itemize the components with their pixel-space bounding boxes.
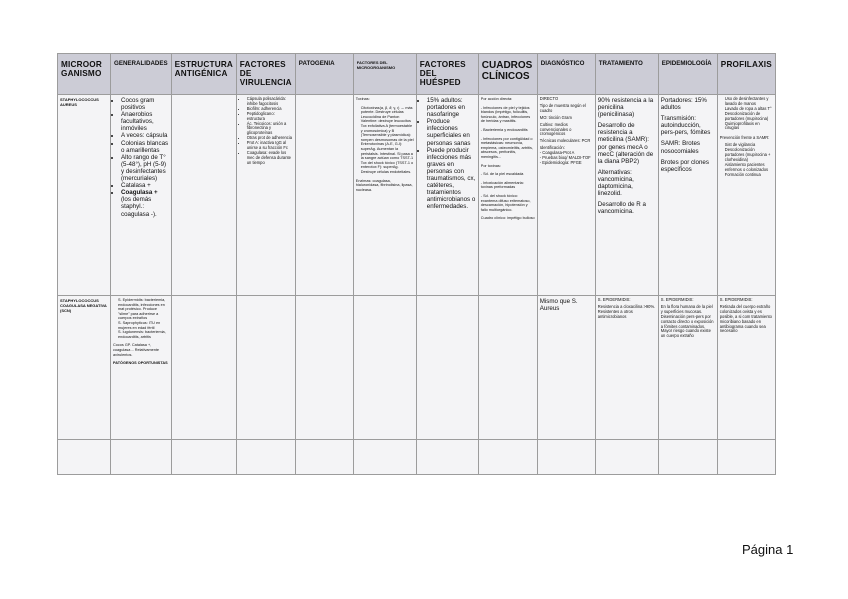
epidemiologia-line: SAMR: Brotes nosocomiales — [660, 140, 700, 155]
clinicos-line: Por toxinas: — [480, 163, 501, 168]
summary-table — [57, 53, 776, 475]
diagnostico-line: Identificación: - Coagulasa-Prot A - Pruebas bioq/ MALDI-TOF - Epidemiología: PFGE — [539, 145, 591, 165]
list-item: • S. lugdunensis: bacteriemia, endocarditis, artritis — [118, 330, 169, 339]
header-text: FACTORES DEL HUÉSPED — [419, 60, 466, 87]
header-epidemiologia — [658, 54, 717, 95]
list-item: • Enterotoxinas (A-E, G-I): superAg. Aumentan la peristalsis. Intestinal. Si pasa a la sangre actúan como TSST-1 — [361, 142, 414, 160]
header-diagnostico — [537, 54, 595, 95]
epidemiologia-line: En la flora humana de la piel y superficies mucosas. Diseminación pers-pers por contacto directo o exposición a fómites contaminados. Mayor riesgo cuando existe un cuerpo extraño — [660, 303, 714, 339]
tratamiento-line: Resistencia a cloxacilina >90%. Resistentes a otros antimicrobianos — [597, 303, 656, 319]
header-factores-virulencia — [236, 54, 295, 95]
header-text: CUADROS CLÍNICOS — [481, 60, 533, 82]
list-item: • Quimioprofilaxis en cirugías — [725, 122, 773, 132]
list-item: • Coagulasa: evade los mec de defensa durante un tiempo — [247, 151, 293, 166]
list-item: • Cocos gram positivos — [121, 97, 169, 111]
header-estructura-antigenica — [171, 54, 236, 95]
clinicos-line: - Sd. de la piel escaldada — [480, 172, 524, 177]
cell-empty — [416, 440, 478, 475]
epidemiologia-line: Transmisión: autoinducción, pers-pers, fómites — [660, 115, 711, 137]
cell-tratamiento — [595, 95, 658, 296]
list-item: • Cápsula polisacárida: inhibe fagocitosis — [247, 97, 293, 107]
header-factores-huesped — [416, 54, 478, 95]
diagnostico-line: Técnicas moleculares: PCR — [539, 138, 591, 144]
tratamiento-line: 90% resistencia a la penicilina (penicilinasa) — [597, 97, 654, 119]
list-item: • Uso de desinfectantes y lavado de manos — [725, 97, 773, 107]
header-tratamiento — [595, 54, 658, 95]
cell-factores-virulencia — [236, 95, 295, 296]
header-text: PROFILAXIS — [720, 60, 772, 69]
cell-cuadros-clinicos — [478, 296, 537, 440]
tratamiento-line: Desarrollo de resistencia a meticilina (SAMR): por genes mecA o mecC (alteración de la diana PBP2) — [597, 122, 654, 165]
cell-empty — [537, 440, 595, 475]
cell-empty — [58, 440, 111, 475]
cell-factores-microorganismo — [353, 296, 416, 440]
clinicos-line: - Sd. del shock tóxico: exantema difuso eritematoso, descamación, hipotensión y fallo multiorgánico. — [480, 193, 531, 212]
list-item: • Leucocidina de Panton Valentine: destruye leucocitos — [361, 115, 414, 124]
cell-tratamiento — [595, 296, 658, 440]
list-item: • Sist de vigilancia — [725, 143, 773, 148]
virulencia-list — [239, 97, 293, 166]
clinicos-line: Por acción directa: — [480, 97, 513, 101]
diagnostico-line: DIRECTO — [539, 96, 559, 101]
list-item: • Prot A: inactiva IgG al unirse a su fracción Fc — [247, 141, 293, 151]
scn-summary: Cocos GP. Catalasa +, coagulasa -. Relativamente avirulentos. — [113, 343, 160, 357]
cell-cuadros-clinicos — [478, 95, 537, 296]
cell-empty — [717, 440, 775, 475]
header-text: EPIDEMIOLOGÍA — [661, 60, 712, 67]
header-text: FACTORES DEL MICROORGANISMO — [356, 60, 396, 70]
list-item: • Catalasa + — [121, 182, 169, 189]
cell-empty — [478, 440, 537, 475]
header-row — [58, 54, 776, 95]
diagnostico-line: Tipo de muestra según el cuadro — [539, 102, 586, 113]
list-item: • Formación continua — [725, 173, 773, 178]
list-item: • Descolonización portadores (mupirocina + clorhexidina) — [725, 148, 773, 163]
list-item: • Tox exfoliativa A (termoestable y cromosómica) y B (Termosensible y plasmídica): rompen desmosomas de la piel — [361, 124, 414, 142]
clinicos-line: - Bacteriemia y endocarditis — [480, 127, 528, 132]
list-item: • Alto rango de T° (5-48°), pH (5-9) y desinfectantes (mercuriales) — [121, 154, 169, 182]
profilaxis-line: Retirada del cuerpo extraño colonizados ovista y es posible, a si com tratamiento micoribiano basado en antibiograma cuando sea necesario — [719, 303, 772, 334]
enzimas-text: Enzimas: coagulasa, hialuronidasa, fibrinolisina, lipasa, nucleasa. — [355, 178, 413, 192]
header-patogenia — [295, 54, 353, 95]
cell-epidemiologia — [658, 95, 717, 296]
clinicos-line: Cuadro clínico: impétigo bulloso — [480, 216, 535, 221]
header-cuadros-clinicos — [478, 54, 537, 95]
header-text: MICROOR GANISMO — [61, 60, 102, 78]
cell-factores-virulencia — [236, 296, 295, 440]
header-text: GENERALIDADES — [114, 60, 168, 67]
header-text: TRATAMIENTO — [598, 60, 643, 67]
list-item: • Citotoxinas(a, β, ∂, γ, ι) → más potente. Destruye células — [361, 106, 414, 115]
header-generalidades — [111, 54, 172, 95]
cell-empty — [171, 440, 236, 475]
row-empty — [58, 440, 776, 475]
row-staphylococcus-aureus — [58, 95, 776, 296]
profilaxis-line: S. EPIDERMIDIS: — [719, 297, 753, 302]
row-label: STAPHYLOCOCCUS COAGULASA NEGATIVA (SCN) — [60, 298, 107, 313]
generalidades-list — [113, 97, 169, 218]
coagulasa-bold: Coagulasa + — [121, 189, 158, 197]
diagnostico-text: Mismo que S. Aureus — [539, 298, 578, 313]
epidemiologia-line: Brotes por clones específicos — [660, 158, 709, 173]
diagnostico-line: MO: tinción Gram — [539, 114, 572, 120]
list-item: • Descolonización de portadores (mupirocina) — [725, 112, 773, 122]
cell-empty — [353, 440, 416, 475]
clinicos-line: - Infecciones de piel y tejidos blandos (impétigo, foliculitis, forúnculo, ántrax, infecciones de heridas y mastitis. — [480, 105, 531, 124]
coagulasa-note: (los demás staphyl.: coagulasa -). — [121, 196, 157, 218]
toxinas-title: Toxinas: — [355, 97, 370, 101]
cell-epidemiologia — [658, 296, 717, 440]
cell-empty — [111, 440, 172, 475]
list-item — [121, 189, 169, 217]
tratamiento-line: Desarrollo de R a vancomicina. — [597, 201, 646, 216]
header-text: PATOGENIA — [298, 60, 335, 67]
list-item: • Anaerobios facultativos, inmóviles — [121, 111, 169, 132]
clinicos-line: - Infecciones por contigüidad o metastásicas: neumonía, empiema, osteomielitis, artritis, abscesos, peritonitis, meningitis... — [480, 136, 533, 159]
list-item: • Ác. Teicoicos: unión a fibronectina y glicoproteínas — [247, 122, 293, 137]
header-profilaxis — [717, 54, 775, 95]
samr-list — [720, 143, 773, 177]
cell-empty — [658, 440, 717, 475]
list-item: • Colonias blancas o amarillentas — [121, 140, 169, 154]
clinicos-line: - Intoxicación alimentaria: toxinas preformadas — [480, 180, 524, 190]
samr-title: Prevención frente a SAMR: — [719, 135, 770, 141]
list-item: • Peptidoglicano: estructura — [247, 112, 293, 122]
cell-empty — [236, 440, 295, 475]
diagnostico-line: Cultivo: medios convencionales o cromogénicos — [539, 121, 572, 137]
row-label: STAPHYLOCOCCUS AUREUS — [60, 97, 99, 107]
row-staphylococcus-coagulasa-negativa — [58, 296, 776, 440]
cell-generalidades — [111, 296, 172, 440]
cell-microorganismo — [58, 296, 111, 440]
tratamiento-line: Alternativas: vancomicina, daptomicina, linezolid. — [597, 168, 634, 198]
profilaxis-list — [720, 97, 773, 131]
list-item: • Otras prot de adherencia — [247, 136, 293, 141]
list-item: • Tox del shock tóxico (TSST-1 o enterotox F): superAg. Destruye células endoteliales. — [361, 161, 414, 175]
cell-profilaxis — [717, 296, 775, 440]
page-number: Página 1 — [742, 542, 794, 557]
scn-oportunistas: PATÓGENOS OPORTUNISTAS — [113, 361, 168, 366]
list-item: • Puede producir infecciones más graves en personas con traumatismos, cx, catéteres, tratamientos antimicrobianos o enfermedades. — [427, 147, 476, 211]
cell-factores-huesped — [416, 95, 478, 296]
cell-diagnostico — [537, 296, 595, 440]
cell-microorganismo — [58, 95, 111, 296]
tratamiento-line: S. EPIDERMIDIS: — [597, 297, 631, 302]
header-text: ESTRUCTURA ANTIGÉNICA — [174, 60, 233, 78]
huesped-list — [419, 97, 476, 211]
list-item: • S. Epidermidis: bacteriemia, endocarditis, infecciones en mat protésico. Produce "slime" para adherirse a cuerpos extraños — [118, 298, 169, 321]
list-item: • 15% adultos: portadores en nasofaringe — [427, 97, 476, 118]
toxinas-list — [356, 106, 414, 175]
cell-empty — [595, 440, 658, 475]
cell-generalidades — [111, 95, 172, 296]
cell-estructura-antigenica — [171, 95, 236, 296]
cell-profilaxis — [717, 95, 775, 296]
header-text: FACTORES DE VIRULENCIA — [239, 60, 292, 87]
header-microorganismo — [58, 54, 111, 95]
list-item: • Lavado de ropa a altas T° — [725, 107, 773, 112]
list-item: • Aislamiento pacientes enfermos o colonizados — [725, 163, 773, 173]
cell-diagnostico — [537, 95, 595, 296]
list-item: • Produce infecciones superficiales en personas sanas — [427, 118, 476, 146]
cell-patogenia — [295, 95, 353, 296]
epidemiologia-line: S. EPIDERMIDIS: — [660, 297, 694, 302]
cell-estructura-antigenica — [171, 296, 236, 440]
cell-factores-huesped — [416, 296, 478, 440]
list-item: • Biofilm: adherencia — [247, 107, 293, 112]
list-item: • A veces: cápsula — [121, 132, 169, 139]
header-text: DIAGNÓSTICO — [540, 60, 585, 67]
scn-list — [113, 298, 169, 339]
cell-factores-microorganismo — [353, 95, 416, 296]
cell-patogenia — [295, 296, 353, 440]
list-item: • S. Saprophyticus: ITU en mujeres en edad fértil — [118, 321, 169, 330]
epidemiologia-line: Portadores: 15% adultos — [660, 97, 707, 112]
header-factores-microorganismo — [353, 54, 416, 95]
cell-empty — [295, 440, 353, 475]
